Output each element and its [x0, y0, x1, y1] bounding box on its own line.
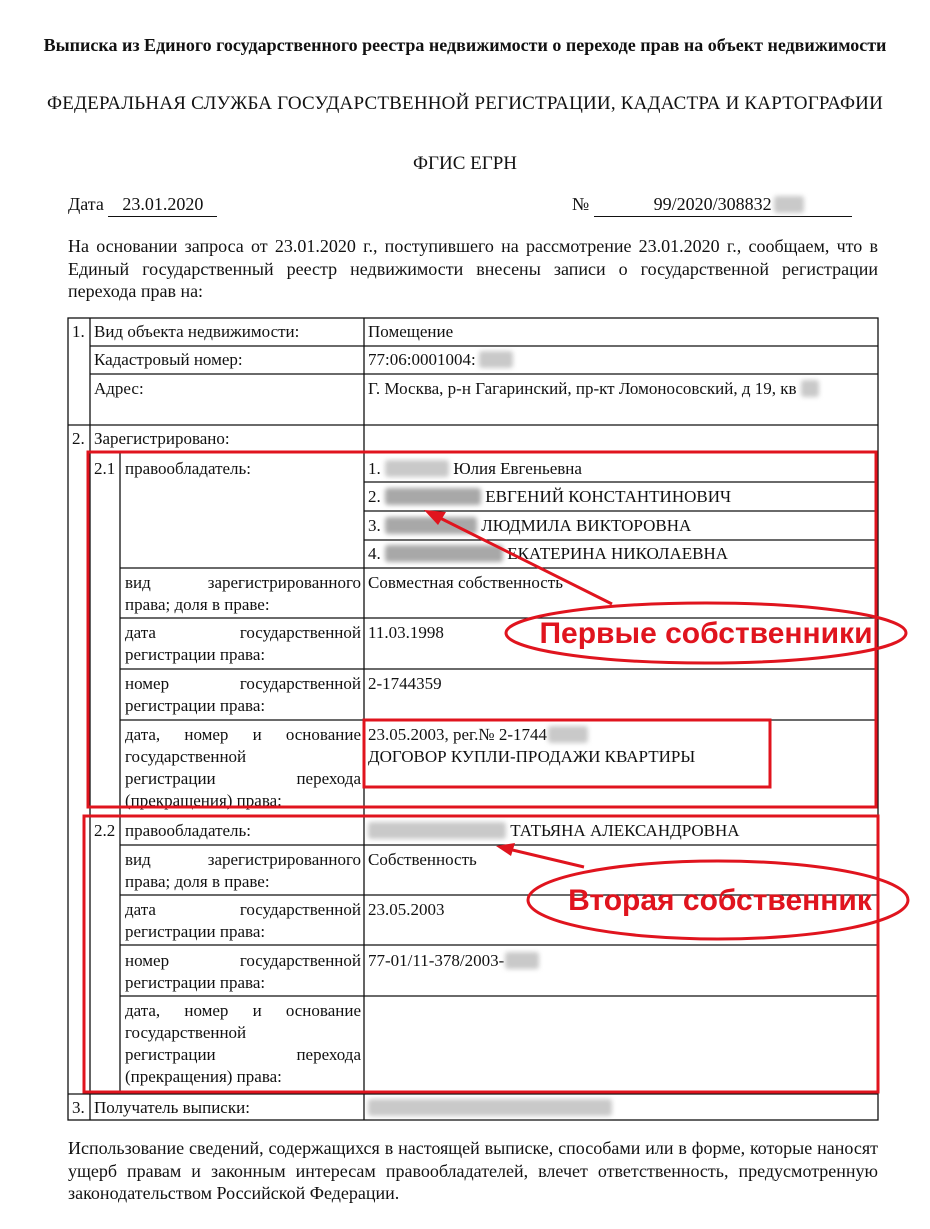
- section-1-number: 1.: [72, 322, 85, 341]
- transfer-value-21-l2: ДОГОВОР КУПЛИ-ПРОДАЖИ КВАРТИРЫ: [368, 747, 696, 766]
- transfer-label-22-l2: государственной: [125, 1023, 247, 1042]
- holder-21-3-name: ЛЮДМИЛА ВИКТОРОВНА: [481, 516, 692, 535]
- transfer-label-21-l3: регистрации перехода: [125, 769, 361, 788]
- reg-num-22-text: 77-01/11-378/2003-: [368, 951, 505, 970]
- first-owners-arrowhead: [424, 510, 446, 525]
- reg-date-label-22-l1: дата государственной: [125, 900, 361, 919]
- reg-num-label-22-l1: номер государственной: [125, 951, 361, 970]
- number-label: №: [572, 194, 590, 214]
- holder-21-3-num: 3.: [368, 516, 381, 535]
- subsection-21-number: 2.1: [94, 459, 116, 478]
- transfer-label-21-l4: (прекращения) права:: [125, 791, 282, 810]
- first-owners-arrow: [432, 514, 612, 604]
- reg-date-value-22: 23.05.2003: [368, 900, 445, 919]
- cadastral-value: 77:06:0001004:: [368, 350, 476, 369]
- right-type-label-21-l2: права; доля в праве:: [125, 595, 270, 614]
- reg-date-label-22-l2: регистрации права:: [125, 922, 266, 941]
- document-title: Выписка из Единого государственного реестра недвижимости о переходе прав на объект недвижимости: [43, 35, 887, 55]
- holder-21-1-name: Юлия Евгеньевна: [453, 459, 582, 478]
- reg-num-value-21: 2-1744359: [368, 674, 442, 693]
- number-value: 99/2020/308832: [653, 194, 772, 214]
- transfer-label-21-l2: государственной: [125, 747, 247, 766]
- transfer-label-22-l1: дата, номер и основание: [125, 1001, 361, 1020]
- object-type-value: Помещение: [368, 322, 454, 341]
- reg-date-value-21: 11.03.1998: [368, 623, 444, 642]
- reg-num-label-22-l2: регистрации права:: [125, 973, 266, 992]
- holder-label-22: правообладатель:: [125, 821, 251, 840]
- right-type-label-22-l2: права; доля в праве:: [125, 872, 270, 891]
- date-value: 23.01.2020: [108, 194, 217, 217]
- holder-21-4-name: ЕКАТЕРИНА НИКОЛАЕВНА: [507, 544, 729, 563]
- right-type-label-21-l1: вид зарегистрированного: [125, 573, 361, 592]
- holder-label-21: правообладатель:: [125, 459, 251, 478]
- transfer-label-22-l3: регистрации перехода: [125, 1045, 361, 1064]
- transfer-basis-box: [364, 720, 770, 787]
- transfer-21-regnum: 23.05.2003, рег.№ 2-1744: [368, 725, 547, 744]
- object-type-label: Вид объекта недвижимости:: [94, 322, 300, 341]
- section-2-number: 2.: [72, 429, 85, 448]
- footer-notice: Использование сведений, содержащихся в настоящей выписке, способами или в форме, которые наносят ущерб правам и законным интересам правообладателей, влечет ответственность, предусмотренную законодательством Российской Федерации.: [68, 1138, 878, 1203]
- reg-num-label-21-l2: регистрации права:: [125, 696, 266, 715]
- second-owner-box: [84, 816, 878, 1092]
- reg-date-label-21-l1: дата государственной: [125, 623, 361, 642]
- holder-21-1-num: 1.: [368, 459, 381, 478]
- date-label: Дата: [68, 194, 104, 214]
- transfer-label-21-l1: дата, номер и основание: [125, 725, 361, 744]
- right-type-value-21: Совместная собственность: [368, 573, 563, 592]
- holder-21-4-num: 4.: [368, 544, 381, 563]
- first-owners-label: Первые собственники: [539, 617, 873, 650]
- reg-num-label-21-l1: номер государственной: [125, 674, 361, 693]
- cadastral-label: Кадастровый номер:: [94, 350, 243, 369]
- registered-label: Зарегистрировано:: [94, 429, 230, 448]
- transfer-label-22-l4: (прекращения) права:: [125, 1067, 282, 1086]
- second-owner-arrowhead: [496, 843, 515, 856]
- holder-21-2-name: ЕВГЕНИЙ КОНСТАНТИНОВИЧ: [485, 487, 732, 506]
- agency-name: ФЕДЕРАЛЬНАЯ СЛУЖБА ГОСУДАРСТВЕННОЙ РЕГИСТРАЦИИ, КАДАСТРА И КАРТОГРАФИИ: [46, 93, 884, 114]
- section-3-number: 3.: [72, 1098, 85, 1117]
- system-name: ФГИС ЕГРН: [412, 153, 518, 174]
- right-type-value-22: Собственность: [368, 850, 477, 869]
- recipient-label: Получатель выписки:: [94, 1098, 250, 1117]
- subsection-22-number: 2.2: [94, 821, 116, 840]
- holder-21-2-num: 2.: [368, 487, 381, 506]
- second-owner-label: Вторая собственник: [568, 884, 872, 917]
- address-value: Г. Москва, р-н Гагаринский, пр-кт Ломоносовский, д 19, кв: [368, 379, 797, 398]
- holder-22-name: ТАТЬЯНА АЛЕКСАНДРОВНА: [510, 821, 740, 840]
- address-label: Адрес:: [94, 379, 144, 398]
- reg-date-label-21-l2: регистрации права:: [125, 645, 266, 664]
- right-type-label-22-l1: вид зарегистрированного: [125, 850, 361, 869]
- intro-paragraph: На основании запроса от 23.01.2020 г., поступившего на рассмотрение 23.01.2020 г., сообщаем, что в Единый государственный реестр недвижимости внесены записи о государственной регистрации перехода прав на:: [68, 236, 878, 301]
